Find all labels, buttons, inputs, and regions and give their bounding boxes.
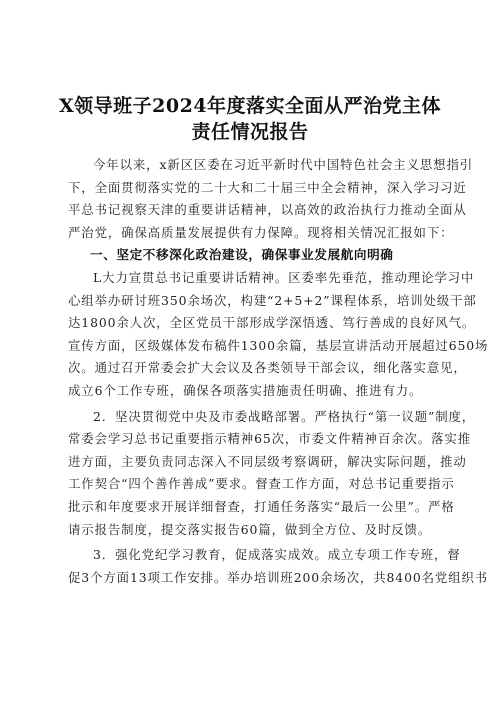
paragraph-line: 下，全面贯彻落实党的二十大和二十届三中全会精神，深入学习习近 — [68, 179, 467, 195]
paragraph-line: 严治党，确保高质量发展提供有力保障。现将相关情况汇报如下： — [68, 224, 454, 240]
report-title-line-2: 责任情况报告 — [191, 121, 309, 143]
paragraph-line: 平总书记视察天津的重要讲话精神，以高效的政治执行力推动全面从 — [68, 202, 467, 218]
paragraph-line: 常委会学习总书记重要指示精神65次，市委文件精神百余次。落实推 — [68, 431, 471, 447]
paragraph-line: L大力宣贯总书记重要讲话精神。区委率先垂范，推动理论学习中 — [93, 269, 475, 285]
paragraph-line: 今年以来，x新区区委在习近平新时代中国特色社会主义思想指引 — [93, 157, 474, 172]
paragraph-line: 宣传方面，区级媒体发布稿件1300余篇，基层宣讲活动开展超过650场 — [68, 337, 489, 353]
paragraph-line: 成立6个工作专班，确保各项落实措施责任明确、推进有力。 — [68, 382, 423, 398]
report-body — [68, 154, 489, 589]
report-title-line-1: X领导班子2024年度落实全面从严治党主体 — [58, 95, 442, 117]
paragraph-line: 2．坚决贯彻党中央及市委战略部署。严格执行“第一议题”制度， — [93, 408, 476, 424]
paragraph-line: 次。通过召开常委会扩大会议及各类领导干部会议，细化落实意见， — [68, 360, 467, 376]
paragraph-line: 批示和年度要求开展详细督查，打通任务落实“最后一公里”。严格 — [68, 498, 455, 514]
paragraph-line: 进方面，主要负责同志深入不同层级考察调研，解决实际问题，推动 — [68, 453, 467, 469]
paragraph-line: 3．强化党纪学习教育，促成落实成效。成立专项工作专班，督 — [93, 547, 461, 563]
paragraph-line: 请示报告制度，提交落实报告60篇，做到全方位、及时反馈。 — [68, 521, 432, 537]
section-heading: 一、坚定不移深化政治建设，确保事业发展航向明确 — [90, 247, 394, 263]
paragraph-line: 工作契合“四个善作善成”要求。督查工作方面，对总书记重要指示 — [68, 476, 455, 492]
paragraph-line: 促3个方面13项工作安排。举办培训班200余场次，共8400名党组织书 — [68, 569, 489, 585]
paragraph-line: 达1800余人次，全区党员干部形成学深悟透、笃行善成的良好风气。 — [68, 315, 476, 331]
paragraph-line: 心组举办研讨班350余场次，构建“2+5+2”课程体系，培训处级干部 — [68, 292, 477, 308]
